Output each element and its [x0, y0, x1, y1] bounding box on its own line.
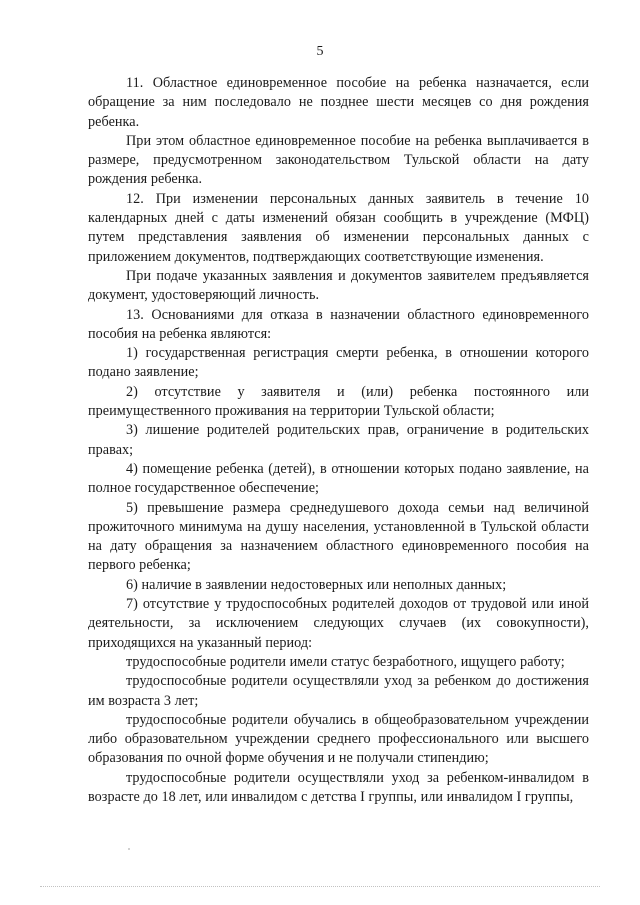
scan-speck [128, 848, 130, 850]
list-item-7: 7) отсутствие у трудоспособных родителей доходов от трудовой или иной деятельности, за исключением следующих случаев (их совокупности), приходящихся на указанный период: [88, 596, 589, 651]
list-item-6: 6) наличие в заявлении недостоверных или неполных данных; [126, 576, 507, 593]
list-item-2: 2) отсутствие у заявителя и (или) ребенка постоянного или преимущественного проживания на территории Тульской области; [88, 383, 589, 420]
exception-disabled-care: трудоспособные родители осуществляли уход за ребенком-инвалидом в возрасте до 18 лет, или инвалидом с детства I группы, или инвалидом I группы, [88, 769, 589, 805]
list-item-4: 4) помещение ребенка (детей), в отношении которых подано заявление, на полное государственное обеспечение; [88, 460, 589, 497]
paragraph-12: 12. При изменении персональных данных заявитель в течение 10 календарных дней с даты изменений обязан сообщить в учреждение (МФЦ) путем представления заявления об изменении персональных данных с приложением документов, подтверждающих соответствующие изменения. [88, 190, 589, 265]
paragraph-13: 13. Основаниями для отказа в назначении областного единовременного пособия на ребенка являются: [88, 306, 589, 342]
paragraph-identity-document: При подаче указанных заявления и документов заявителем предъявляется документ, удостоверяющий личность. [88, 267, 589, 304]
list-item-1: 1) государственная регистрация смерти ребенка, в отношении которого подано заявление; [88, 345, 589, 381]
paragraph-11: 11. Областное единовременное пособие на ребенка назначается, если обращение за ним последовало не позднее шести месяцев со дня рождения ребенка. [88, 75, 589, 130]
page-number: 5 [316, 44, 324, 59]
exception-education: трудоспособные родители обучались в общеобразовательном учреждении либо образовательном учреждении среднего профессионального или высшего образования по очной форме обучения и не получали стипендию; [88, 711, 589, 767]
paragraph-payment-amount: При этом областное единовременное пособие на ребенка выплачивается в размере, предусмотренном законодательством Тульской области на дату рождения ребенка. [88, 132, 589, 188]
list-item-3: 3) лишение родителей родительских прав, ограничение в родительских правах; [88, 422, 589, 458]
exception-unemployed: трудоспособные родители имели статус безработного, ищущего работу; [126, 653, 565, 670]
document-body [88, 74, 589, 807]
exception-childcare: трудоспособные родители осуществляли уход за ребенком до достижения им возраста 3 лет; [88, 673, 589, 709]
scan-bottom-edge [40, 886, 600, 893]
list-item-5: 5) превышение размера среднедушевого дохода семьи над величиной прожиточного минимума на душу населения, установленной в Тульской области на дату обращения за назначением областного единовременного пособия на первого ребенка; [88, 499, 589, 574]
